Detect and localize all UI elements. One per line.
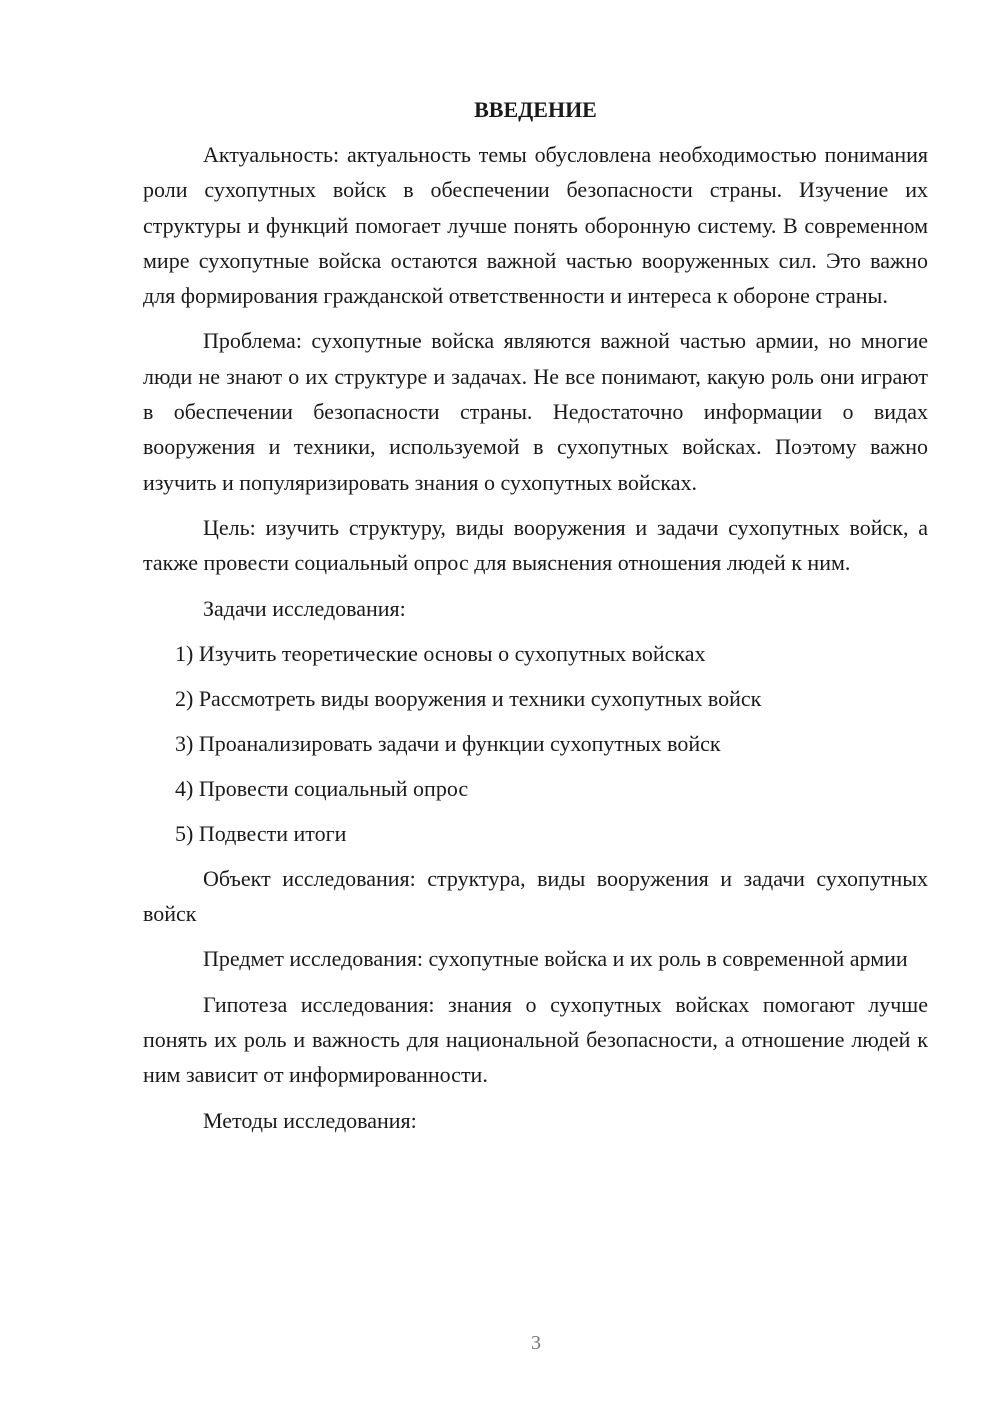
paragraph-subject: Предмет исследования: сухопутные войска и их роль в современной армии [203, 946, 908, 972]
list-item: 5) Подвести итоги [175, 820, 347, 846]
paragraph-hypothesis: Гипотеза исследования: знания о сухопутных войсках помогают лучше понять их роль и важность для национальной безопасности, а отношение людей к ним зависит от информированности. [143, 991, 928, 1088]
paragraph-methods: Методы исследования: [203, 1107, 417, 1133]
tasks-list [143, 636, 928, 851]
paragraph-problem: Проблема: сухопутные войска являются важной частью армии, но многие люди не знают о их структуре и задачах. Не все понимают, какую роль они играют в обеспечении безопасности страны. Недостаточно информации о видах вооружения и техники, используемой в сухопутных войсках. Поэтому важно изучить и популяризировать знания о сухопутных войсках. [143, 328, 928, 495]
paragraph-relevance: Актуальность: актуальность темы обусловлена необходимостью понимания роли сухопутных войск в обеспечении безопасности страны. Изучение их структуры и функций помогает лучше понять оборонную систему. В современном мире сухопутные войска остаются важной частью вооруженных сил. Это важно для формирования гражданской ответственности и интереса к обороне страны. [143, 142, 928, 309]
list-item: 2) Рассмотреть виды вооружения и техники сухопутных войск [175, 685, 762, 711]
list-item: 1) Изучить теоретические основы о сухопутных войсках [175, 640, 706, 666]
document-page [143, 92, 928, 1138]
list-item: 4) Провести социальный опрос [175, 775, 469, 801]
paragraph-object: Объект исследования: структура, виды вооружения и задачи сухопутных войск [143, 865, 928, 927]
page-title: ВВЕДЕНИЕ [474, 97, 597, 122]
paragraph-tasks-heading: Задачи исследования: [203, 595, 406, 621]
paragraph-goal: Цель: изучить структуру, виды вооружения и задачи сухопутных войск, а также провести социальный опрос для выяснения отношения людей к ним. [143, 514, 928, 576]
page-number: 3 [531, 1332, 541, 1354]
list-item: 3) Проанализировать задачи и функции сухопутных войск [175, 730, 721, 756]
